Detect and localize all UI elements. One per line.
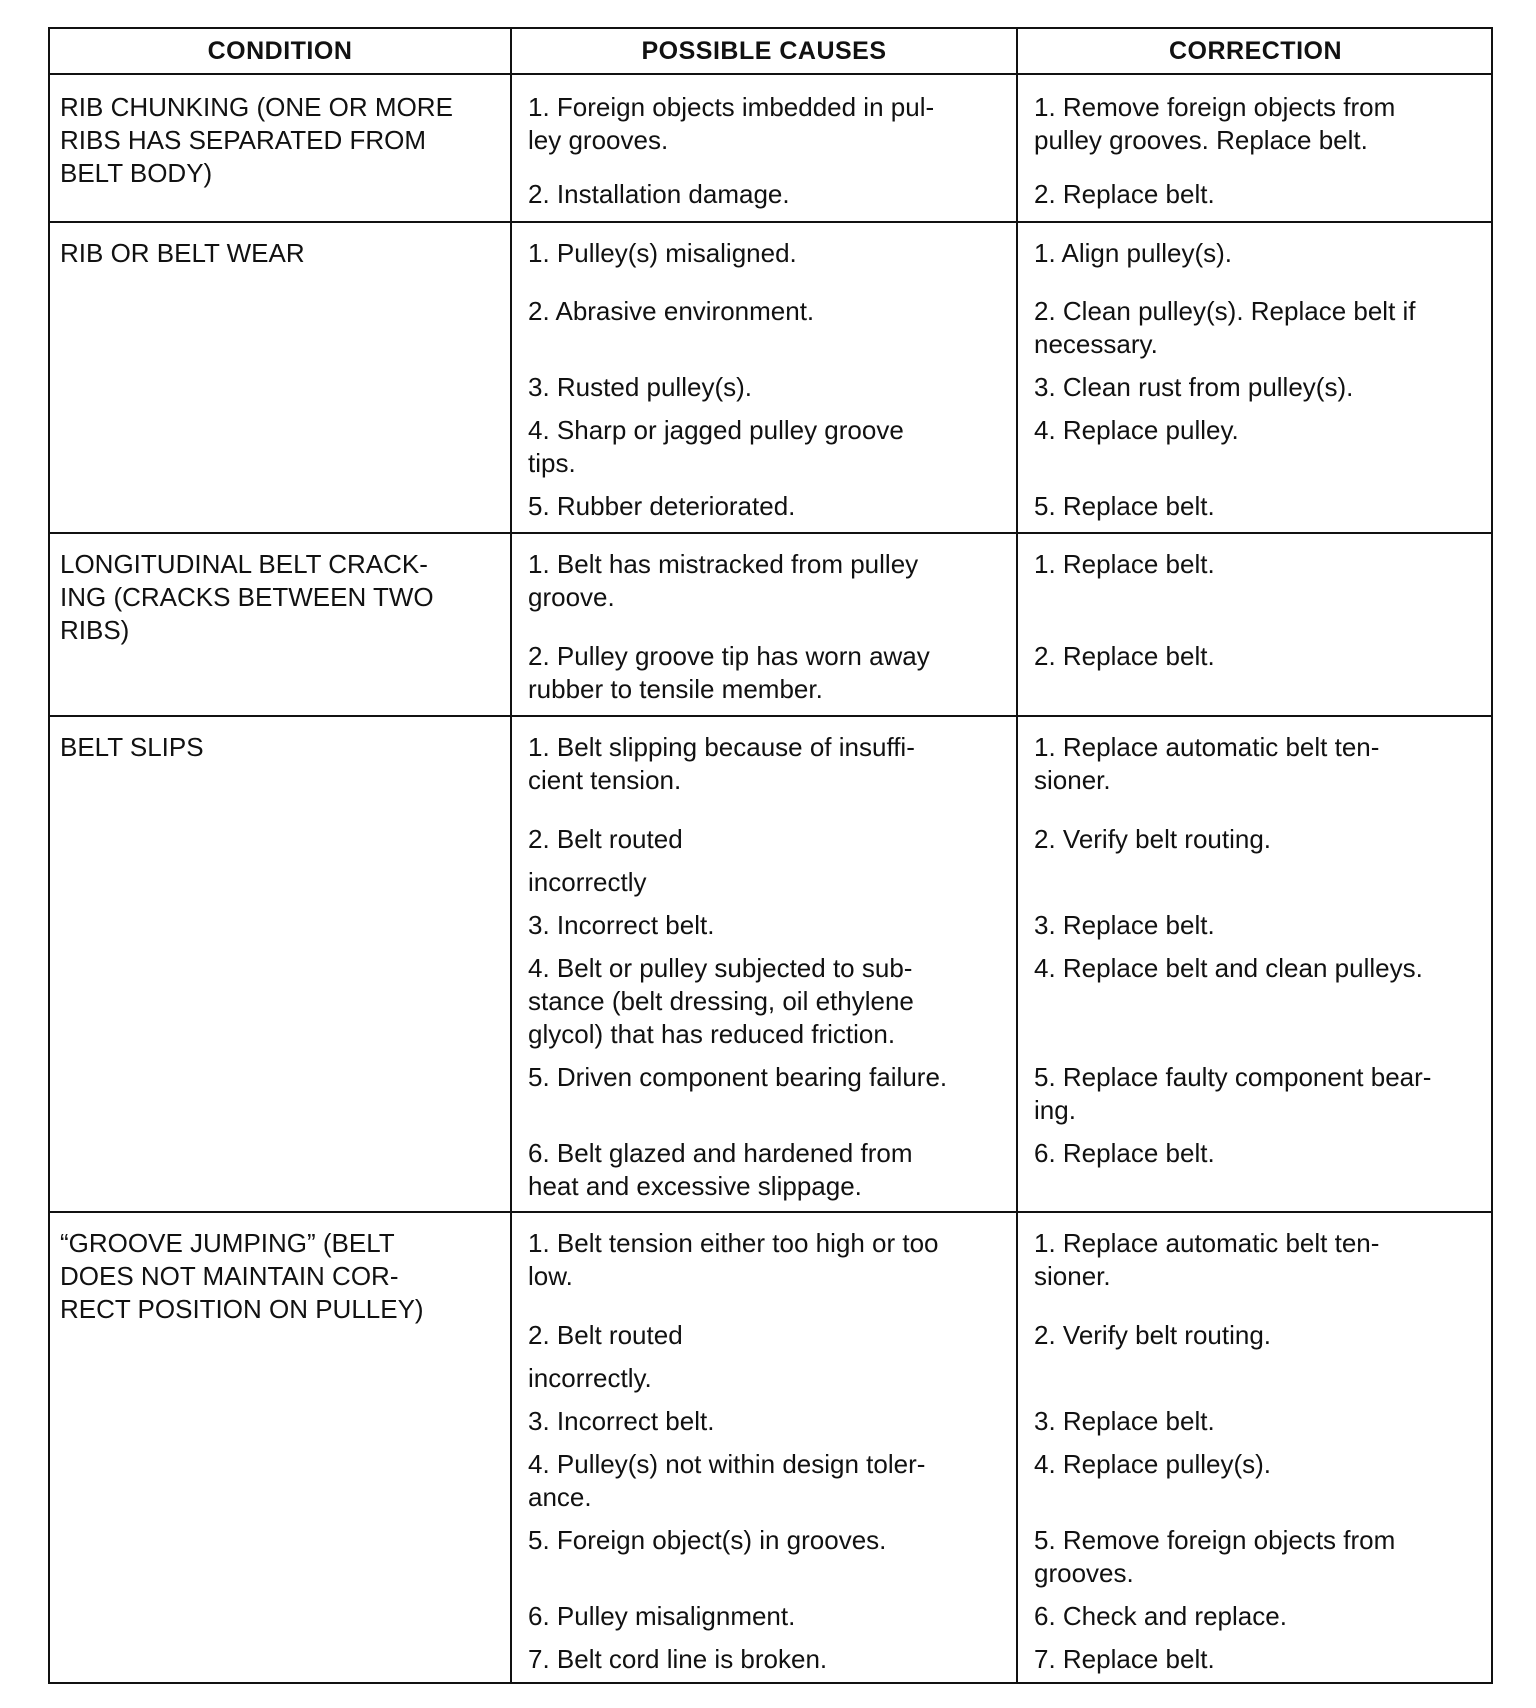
header-correction: CORRECTION bbox=[1168, 36, 1343, 65]
cause-item: 7. Belt cord line is broken. bbox=[528, 1644, 828, 1674]
correction-item: 1. Replace belt. bbox=[1034, 549, 1215, 579]
correction-item: 2. Clean pulley(s). Replace belt if necessary. bbox=[1034, 296, 1416, 359]
column-divider bbox=[1016, 29, 1018, 1682]
cause-item: 5. Rubber deteriorated. bbox=[528, 491, 796, 521]
cause-item: 4. Belt or pulley subjected to sub- stance (belt dressing, oil ethylene glycol) that has reduced friction. bbox=[528, 953, 914, 1049]
correction-item: 3. Replace belt. bbox=[1034, 910, 1215, 940]
correction-item: 4. Replace pulley. bbox=[1034, 415, 1239, 445]
correction-item: 2. Replace belt. bbox=[1034, 641, 1215, 671]
correction-item: 3. Replace belt. bbox=[1034, 1406, 1215, 1436]
cause-item: incorrectly bbox=[528, 867, 647, 897]
cause-item: 6. Pulley misalignment. bbox=[528, 1601, 796, 1631]
cause-item: 2. Belt routed bbox=[528, 824, 683, 854]
correction-item: 2. Replace belt. bbox=[1034, 179, 1215, 209]
row-divider bbox=[50, 532, 1491, 534]
cause-item: 1. Belt slipping because of insuffi- cient tension. bbox=[528, 732, 915, 795]
table-header bbox=[50, 29, 1491, 73]
correction-item: 3. Clean rust from pulley(s). bbox=[1034, 372, 1354, 402]
correction-item: 5. Remove foreign objects from grooves. bbox=[1034, 1525, 1396, 1588]
correction-item: 1. Align pulley(s). bbox=[1034, 238, 1232, 268]
cause-item: 5. Foreign object(s) in grooves. bbox=[528, 1525, 887, 1555]
cause-item: 2. Belt routed bbox=[528, 1320, 683, 1350]
header-possible-causes: POSSIBLE CAUSES bbox=[641, 36, 887, 65]
correction-item: 1. Replace automatic belt ten- sioner. bbox=[1034, 1228, 1380, 1291]
correction-item: 4. Replace pulley(s). bbox=[1034, 1449, 1271, 1479]
cause-item: 1. Belt has mistracked from pulley groove. bbox=[528, 549, 919, 612]
correction-item: 6. Check and replace. bbox=[1034, 1601, 1287, 1631]
correction-item: 6. Replace belt. bbox=[1034, 1138, 1215, 1168]
cause-item: 4. Sharp or jagged pulley groove tips. bbox=[528, 415, 904, 478]
cause-item: 4. Pulley(s) not within design toler- ance. bbox=[528, 1449, 926, 1512]
column-divider bbox=[510, 29, 512, 1682]
correction-item: 2. Verify belt routing. bbox=[1034, 824, 1272, 854]
cause-item: 3. Incorrect belt. bbox=[528, 1406, 715, 1436]
correction-item: 1. Replace automatic belt ten- sioner. bbox=[1034, 732, 1380, 795]
condition-cell: LONGITUDINAL BELT CRACK- ING (CRACKS BETWEEN TWO RIBS) bbox=[60, 549, 434, 645]
cause-item: 1. Belt tension either too high or too low. bbox=[528, 1228, 939, 1291]
correction-item: 5. Replace faulty component bear- ing. bbox=[1034, 1062, 1432, 1125]
correction-item: 2. Verify belt routing. bbox=[1034, 1320, 1272, 1350]
cause-item: 6. Belt glazed and hardened from heat and excessive slippage. bbox=[528, 1138, 913, 1201]
cause-item: 2. Pulley groove tip has worn away rubber to tensile member. bbox=[528, 641, 930, 704]
row-divider bbox=[50, 715, 1491, 717]
cause-item: incorrectly. bbox=[528, 1363, 652, 1393]
condition-cell: RIB OR BELT WEAR bbox=[60, 238, 305, 268]
header-condition: CONDITION bbox=[207, 36, 353, 65]
row-divider bbox=[50, 221, 1491, 223]
condition-cell: RIB CHUNKING (ONE OR MORE RIBS HAS SEPARATED FROM BELT BODY) bbox=[60, 92, 453, 188]
cause-item: 3. Rusted pulley(s). bbox=[528, 372, 752, 402]
row-divider bbox=[50, 73, 1491, 75]
cause-item: 1. Pulley(s) misaligned. bbox=[528, 238, 797, 268]
correction-item: 4. Replace belt and clean pulleys. bbox=[1034, 953, 1423, 983]
condition-cell: BELT SLIPS bbox=[60, 732, 204, 762]
cause-item: 1. Foreign objects imbedded in pul- ley grooves. bbox=[528, 92, 935, 155]
cause-item: 2. Abrasive environment. bbox=[528, 296, 815, 326]
condition-cell: “GROOVE JUMPING” (BELT DOES NOT MAINTAIN COR- RECT POSITION ON PULLEY) bbox=[60, 1228, 424, 1324]
correction-item: 1. Remove foreign objects from pulley grooves. Replace belt. bbox=[1034, 92, 1396, 155]
diagnosis-table bbox=[48, 27, 1493, 1684]
row-divider bbox=[50, 1211, 1491, 1213]
correction-item: 5. Replace belt. bbox=[1034, 491, 1215, 521]
correction-item: 7. Replace belt. bbox=[1034, 1644, 1215, 1674]
cause-item: 2. Installation damage. bbox=[528, 179, 790, 209]
cause-item: 5. Driven component bearing failure. bbox=[528, 1062, 948, 1092]
cause-item: 3. Incorrect belt. bbox=[528, 910, 715, 940]
